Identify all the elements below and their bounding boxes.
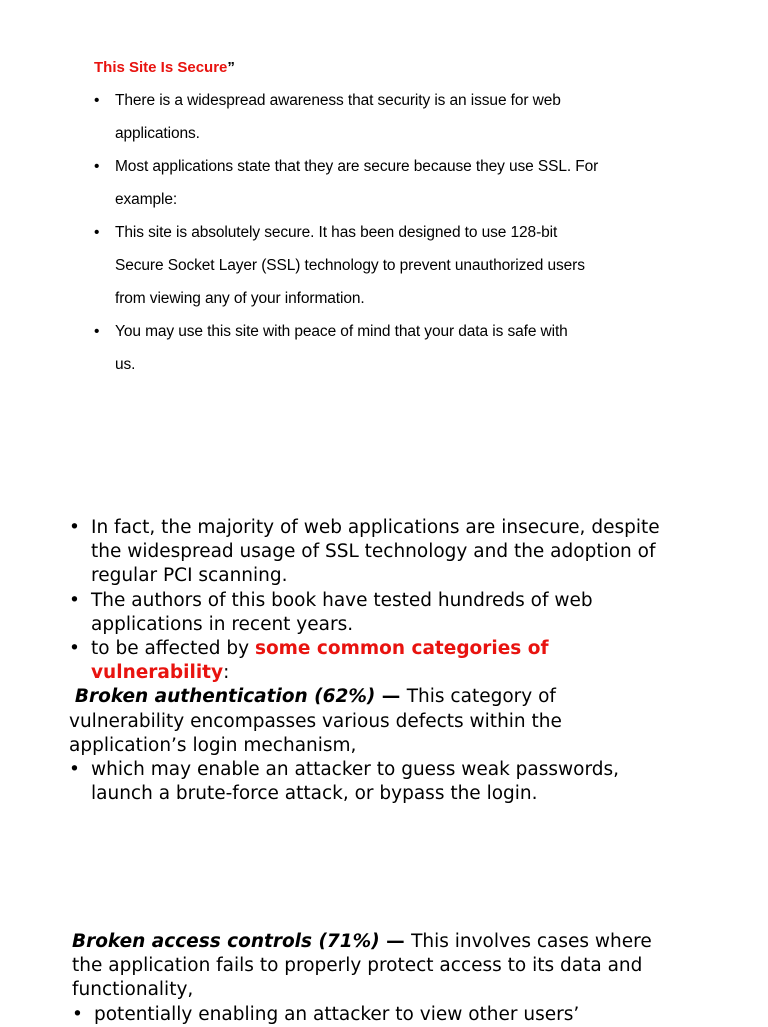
list-item-continuation: example: [115, 191, 178, 208]
secure-claim-section [94, 56, 694, 381]
list-item: • You may use this site with peace of mind that your data is safe with [94, 315, 694, 348]
list-item-continuation: applications. [115, 125, 200, 142]
list-item: • The authors of this book have tested hundreds of web applications in recent years. [69, 589, 593, 635]
insecurity-list [69, 516, 669, 685]
bullet-icon: • [94, 92, 100, 109]
access-controls-list [72, 1003, 672, 1027]
list-item-continuation: Secure Socket Layer (SSL) technology to prevent unauthorized users [115, 257, 585, 274]
access-controls-section [72, 930, 672, 1027]
insecurity-section [69, 516, 669, 806]
broken-auth-paragraph: Broken authentication (62%) — This category of vulnerability encompasses various defects within the application’s login mechanism, [69, 686, 562, 756]
broken-auth-heading: Broken authentication (62%) [74, 686, 376, 708]
bullet-icon: • [94, 158, 100, 175]
bullet-icon: • [94, 224, 100, 241]
bullet-icon: • [72, 1003, 83, 1025]
list-item: • This site is absolutely secure. It has been designed to use 128-bit [94, 216, 694, 249]
bullet-icon: • [94, 323, 100, 340]
broken-auth-list [69, 758, 669, 806]
list-item-continuation: from viewing any of your information. [115, 290, 365, 307]
list-item: • In fact, the majority of web applications are insecure, despite the widespread usage of SSL technology and the adoption of regular PCI scanning. [69, 517, 660, 587]
title-text: This Site Is Secure [94, 59, 228, 76]
list-item: • to be affected by some common categories of vulnerability: [69, 638, 549, 684]
bullet-icon: • [69, 759, 80, 781]
section-title [94, 56, 694, 80]
list-item: • There is a widespread awareness that security is an issue for web [94, 84, 694, 117]
secure-claim-list [94, 84, 694, 381]
list-item: • which may enable an attacker to guess weak passwords, launch a brute-force attack, or bypass the login. [69, 759, 620, 805]
access-controls-paragraph: Broken access controls (71%) — This involves cases where the application fails to properly protect access to its data and functionality, [72, 931, 652, 1001]
highlight-text: some common categories of vulnerability [91, 638, 549, 684]
list-item: • Most applications state that they are secure because they use SSL. For [94, 150, 694, 183]
title-quote: ” [227, 59, 235, 76]
list-item: • potentially enabling an attacker to view other users’ [72, 1003, 672, 1027]
access-controls-heading: Broken access controls (71%) [72, 931, 380, 952]
list-item-continuation: us. [115, 356, 136, 373]
bullet-icon: • [69, 638, 80, 660]
bullet-icon: • [69, 589, 80, 611]
bullet-icon: • [69, 517, 80, 538]
